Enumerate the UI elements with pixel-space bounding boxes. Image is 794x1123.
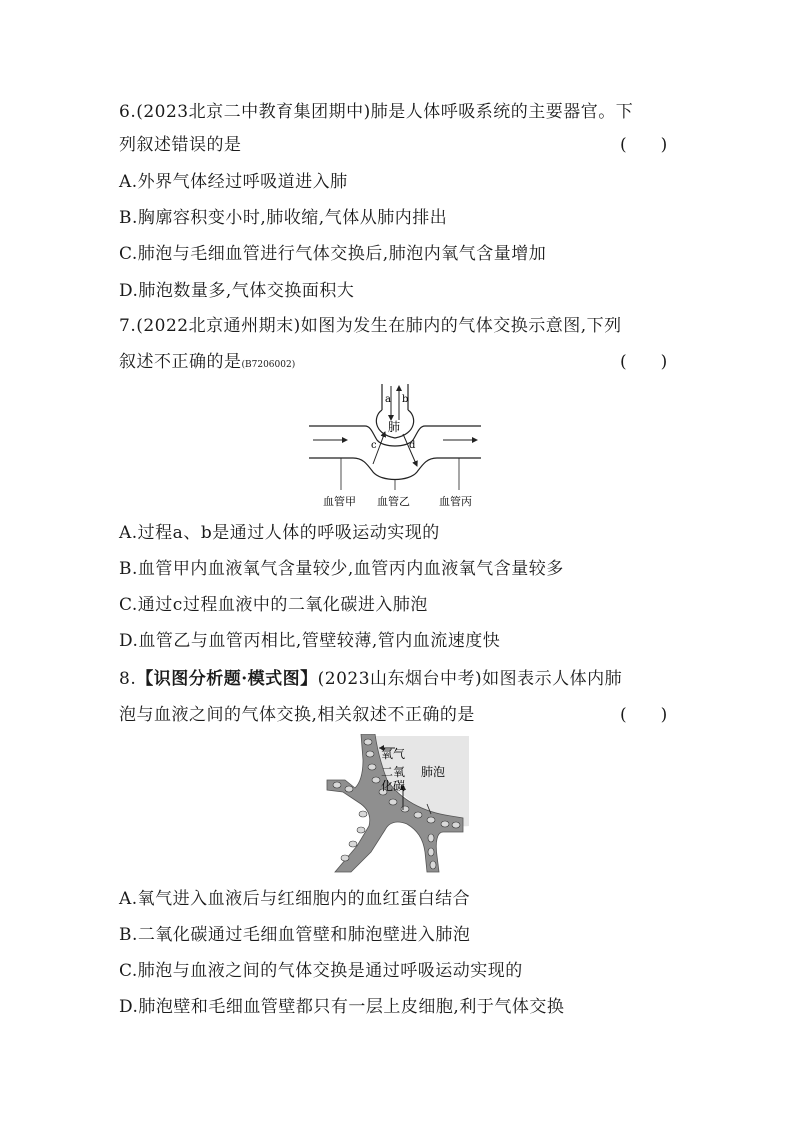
q7-lung-gas-exchange-figure — [305, 382, 485, 510]
label-vessel-2: 血管乙 — [377, 495, 410, 508]
q8-alveolus-capillary-figure — [323, 734, 469, 874]
q6-option-c: C.肺泡与毛细血管进行气体交换后,肺泡内氧气含量增加 — [119, 244, 547, 264]
q8-tag: 【识图分析题·模式图】 — [136, 669, 318, 689]
q8-option-c: C.肺泡与血液之间的气体交换是通过呼吸运动实现的 — [119, 961, 523, 981]
label-a: a — [385, 394, 391, 405]
q7-option-c: C.通过c过程血液中的二氧化碳进入肺泡 — [119, 595, 428, 615]
q8-option-d: D.肺泡壁和毛细血管壁都只有一层上皮细胞,利于气体交换 — [119, 997, 565, 1017]
q8-number: 8. — [119, 669, 137, 689]
q7-stem-text: 叙述不正确的是 — [119, 352, 242, 372]
q7-question-code: (B7206002) — [241, 360, 296, 370]
q7-stem-line2 — [119, 352, 295, 375]
q8-option-a: A.氧气进入血液后与红细胞内的血红蛋白结合 — [119, 889, 471, 909]
q8-stem-line2: 泡与血液之间的气体交换,相关叙述不正确的是 — [119, 705, 475, 725]
q6-option-d: D.肺泡数量多,气体交换面积大 — [119, 281, 355, 301]
q8-stem-text: (2023山东烟台中考)如图表示人体内肺 — [317, 669, 623, 689]
q6-stem-line1: 6.(2023北京二中教育集团期中)肺是人体呼吸系统的主要器官。下 — [119, 102, 634, 122]
label-vessel-3: 血管丙 — [439, 495, 472, 508]
label-co2-line1: 二氧 — [381, 765, 406, 779]
q6-option-a: A.外界气体经过呼吸道进入肺 — [119, 172, 348, 192]
q8-answer-paren: ( ) — [620, 705, 668, 725]
label-vessel-1: 血管甲 — [323, 495, 356, 508]
label-alveolus: 肺泡 — [421, 765, 446, 779]
q6-stem-line2: 列叙述错误的是 — [119, 135, 242, 155]
label-b: b — [402, 394, 409, 405]
label-lung: 肺 — [388, 420, 401, 434]
q7-stem-line1: 7.(2022北京通州期末)如图为发生在肺内的气体交换示意图,下列 — [119, 316, 622, 336]
q6-answer-paren: ( ) — [620, 135, 668, 155]
q7-option-b: B.血管甲内血液氧气含量较少,血管丙内血液氧气含量较多 — [119, 559, 564, 579]
q7-option-a: A.过程a、b是通过人体的呼吸运动实现的 — [119, 523, 440, 543]
label-c: c — [371, 440, 377, 451]
label-oxygen: 氧气 — [381, 747, 406, 761]
q8-stem-line1 — [119, 669, 622, 689]
q6-option-b: B.胸廓容积变小时,肺收缩,气体从肺内排出 — [119, 208, 448, 228]
q7-answer-paren: ( ) — [620, 352, 668, 372]
q7-option-d: D.血管乙与血管丙相比,管壁较薄,管内血流速度快 — [119, 631, 501, 651]
vessel-lower-wall — [309, 458, 481, 480]
label-co2-line2: 化碳 — [381, 779, 406, 793]
label-d: d — [409, 440, 416, 451]
q8-option-b: B.二氧化碳通过毛细血管壁和肺泡壁进入肺泡 — [119, 925, 471, 945]
